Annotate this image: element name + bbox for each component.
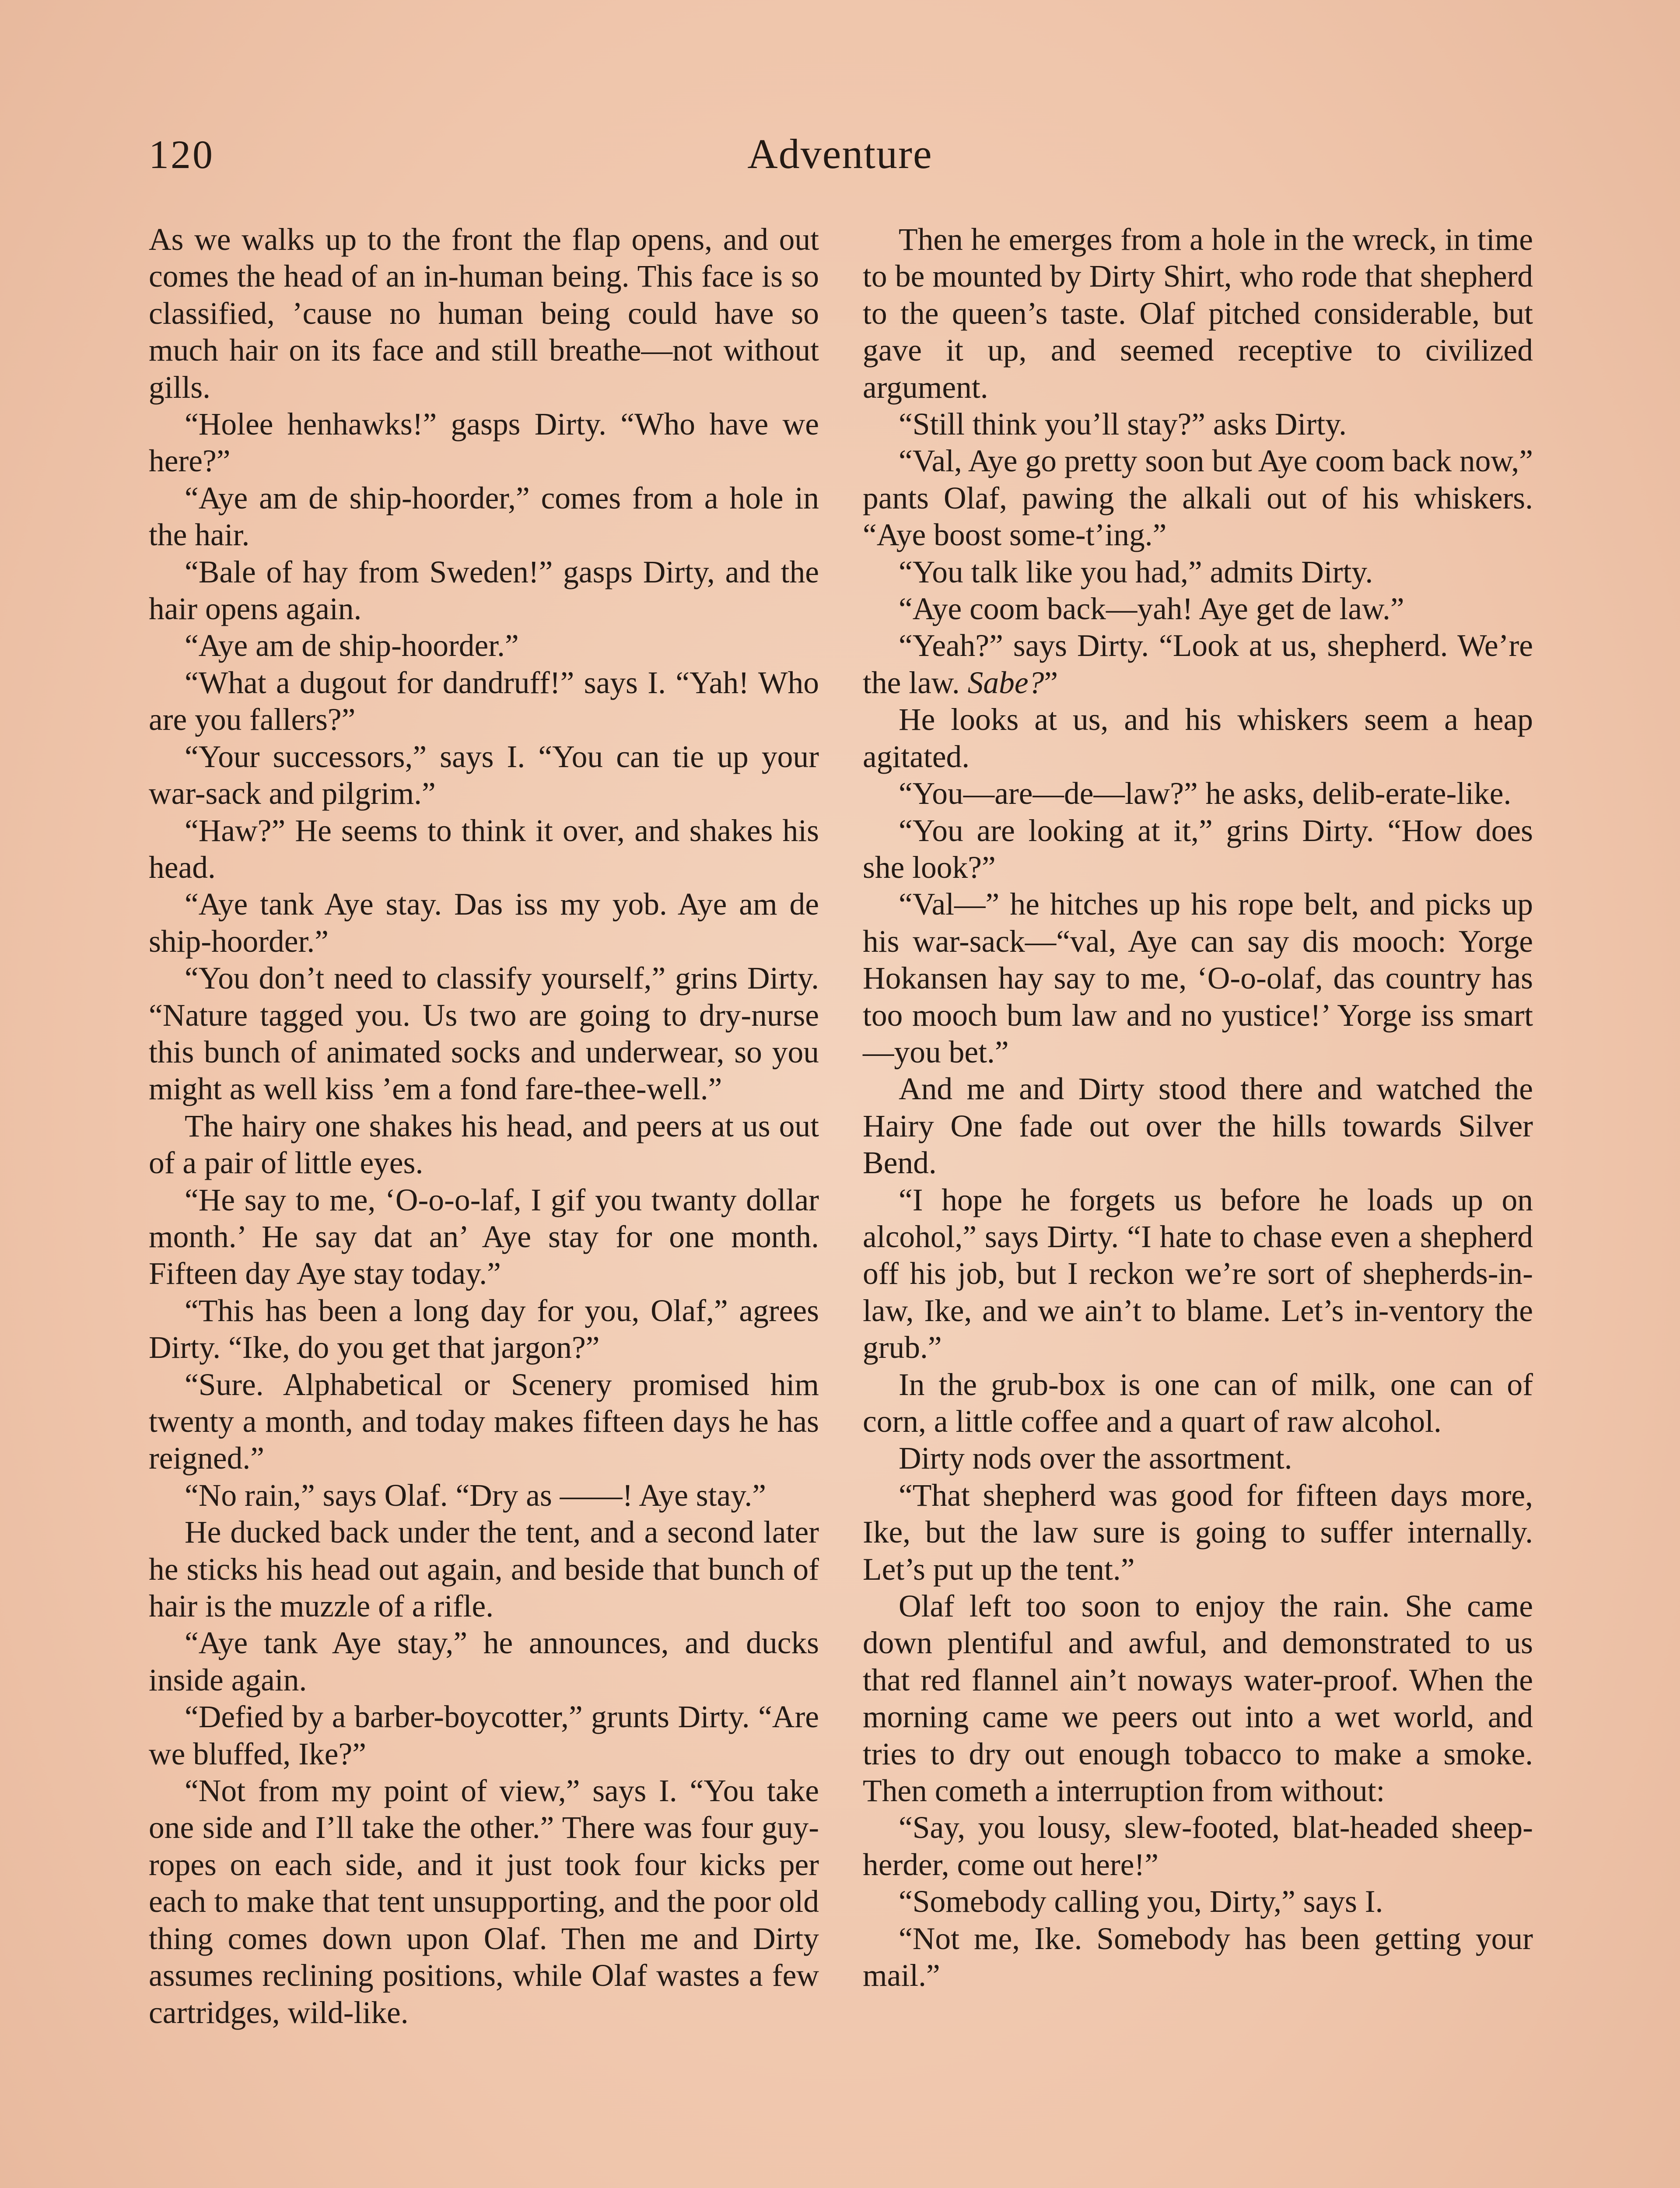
paragraph: “He say to me, ‘O-o-o-laf, I gif you twanty dollar month.’ He say dat an’ Aye stay for one month. Fifteen day Aye stay today.” [149, 1182, 819, 1291]
paragraph: Then he emerges from a hole in the wreck, in time to be mounted by Dirty Shirt, who rode that shepherd to the queen’s taste. Olaf pitched considerable, but gave it up, and seemed receptive to civilized argument. [863, 222, 1533, 405]
paragraph: “You talk like you had,” admits Dirty. [899, 554, 1373, 589]
paragraph: “Holee henhawks!” gasps Dirty. “Who have we here?” [149, 407, 819, 479]
magazine-title: Adventure [747, 130, 933, 177]
paragraph: “Yeah?” says Dirty. “Look at us, shepherd. We’re the law. Sabe?” [863, 628, 1533, 700]
paragraph: “No rain,” says Olaf. “Dry as ——! Aye stay.” [185, 1478, 766, 1513]
right-text-column [863, 221, 1533, 1995]
paragraph: “Val—” he hitches up his rope belt, and picks up his war-sack—“val, Aye can say dis mooch: Yorge Hokansen hay say to me, ‘O-o-olaf, das country has too mooch bum law and no yustice!’ Yorge iss smart—you bet.” [863, 887, 1533, 1069]
paragraph: “You don’t need to classify yourself,” grins Dirty. “Nature tagged you. Us two are going to dry-nurse this bunch of animated socks and underwear, so you might as well kiss ’em a fond fare-thee-well.” [149, 961, 819, 1107]
paragraph: In the grub-box is one can of milk, one can of corn, a little coffee and a quart of raw alcohol. [863, 1367, 1533, 1439]
paragraph: Dirty nods over the assortment. [899, 1441, 1292, 1476]
paragraph: “Your successors,” says I. “You can tie up your war-sack and pilgrim.” [149, 739, 819, 811]
paragraph: “You—are—de—law?” he asks, delib-erate-like. [899, 776, 1512, 811]
paragraph: He ducked back under the tent, and a second later he sticks his head out again, and beside that bunch of hair is the muzzle of a rifle. [149, 1515, 819, 1624]
paragraph: “Defied by a barber-boycotter,” grunts Dirty. “Are we bluffed, Ike?” [149, 1700, 819, 1771]
paragraph: “Not from my point of view,” says I. “You take one side and I’ll take the other.” There was four guy-ropes on each side, and it just took four kicks per each to make that tent unsupporting, and the poor old thing comes down upon Olaf. Then me and Dirty assumes reclining positions, while Olaf wastes a few cartridges, wild-like. [149, 1774, 819, 2030]
paragraph: “Aye am de ship-hoorder.” [185, 628, 519, 663]
paragraph: As we walks up to the front the flap opens, and out comes the head of an in-human being. This face is so classified, ’cause no human being could have so much hair on its face and still breathe—not without gills. [149, 222, 819, 405]
paragraph: “You are looking at it,” grins Dirty. “How does she look?” [863, 813, 1533, 885]
paragraph: “Still think you’ll stay?” asks Dirty. [899, 407, 1347, 442]
page-number: 120 [149, 132, 214, 177]
paragraph: He looks at us, and his whiskers seem a heap agitated. [863, 702, 1533, 774]
paragraph: “Aye tank Aye stay,” he announces, and ducks inside again. [149, 1626, 819, 1697]
paragraph: The hairy one shakes his head, and peers at us out of a pair of little eyes. [149, 1108, 819, 1181]
paragraph: “I hope he forgets us before he loads up on alcohol,” says Dirty. “I hate to chase even a shepherd off his job, but I reckon we’re sort of shepherds-in-law, Ike, and we ain’t to blame. Let’s in-ventory the grub.” [863, 1182, 1533, 1365]
paragraph: “What a dugout for dandruff!” says I. “Yah! Who are you fallers?” [149, 665, 819, 737]
paragraph: “Say, you lousy, slew-footed, blat-headed sheep-herder, come out here!” [863, 1810, 1533, 1882]
paragraph: “Sure. Alphabetical or Scenery promised him twenty a month, and today makes fifteen days he has reigned.” [149, 1367, 819, 1476]
paragraph: “Val, Aye go pretty soon but Aye coom back now,” pants Olaf, pawing the alkali out of his whiskers. “Aye boost some-t’ing.” [863, 444, 1533, 553]
left-text-column [149, 221, 819, 2031]
paragraph: “Aye coom back—yah! Aye get de law.” [899, 592, 1404, 627]
paragraph: “Somebody calling you, Dirty,” says I. [899, 1884, 1383, 1919]
paragraph: “That shepherd was good for fifteen days more, Ike, but the law sure is going to suffer internally. Let’s put up the tent.” [863, 1478, 1533, 1587]
paragraph: “This has been a long day for you, Olaf,” agrees Dirty. “Ike, do you get that jargon?” [149, 1293, 819, 1365]
paragraph: “Aye tank Aye stay. Das iss my yob. Aye am de ship-hoorder.” [149, 887, 819, 959]
paragraph: Olaf left too soon to enjoy the rain. She came down plentiful and awful, and demonstrated to us that red flannel ain’t noways water-proof. When the morning came we peers out into a wet world, and tries to dry out enough tobacco to make a smoke. Then cometh a interruption from without: [863, 1589, 1533, 1809]
running-head [0, 131, 1680, 184]
paragraph: “Aye am de ship-hoorder,” comes from a hole in the hair. [149, 480, 819, 553]
paragraph: “Not me, Ike. Somebody has been getting your mail.” [863, 1921, 1533, 1993]
paragraph: “Haw?” He seems to think it over, and shakes his head. [149, 813, 819, 885]
paragraph: “Bale of hay from Sweden!” gasps Dirty, and the hair opens again. [149, 554, 819, 627]
paragraph: And me and Dirty stood there and watched the Hairy One fade out over the hills towards Silver Bend. [863, 1072, 1533, 1181]
